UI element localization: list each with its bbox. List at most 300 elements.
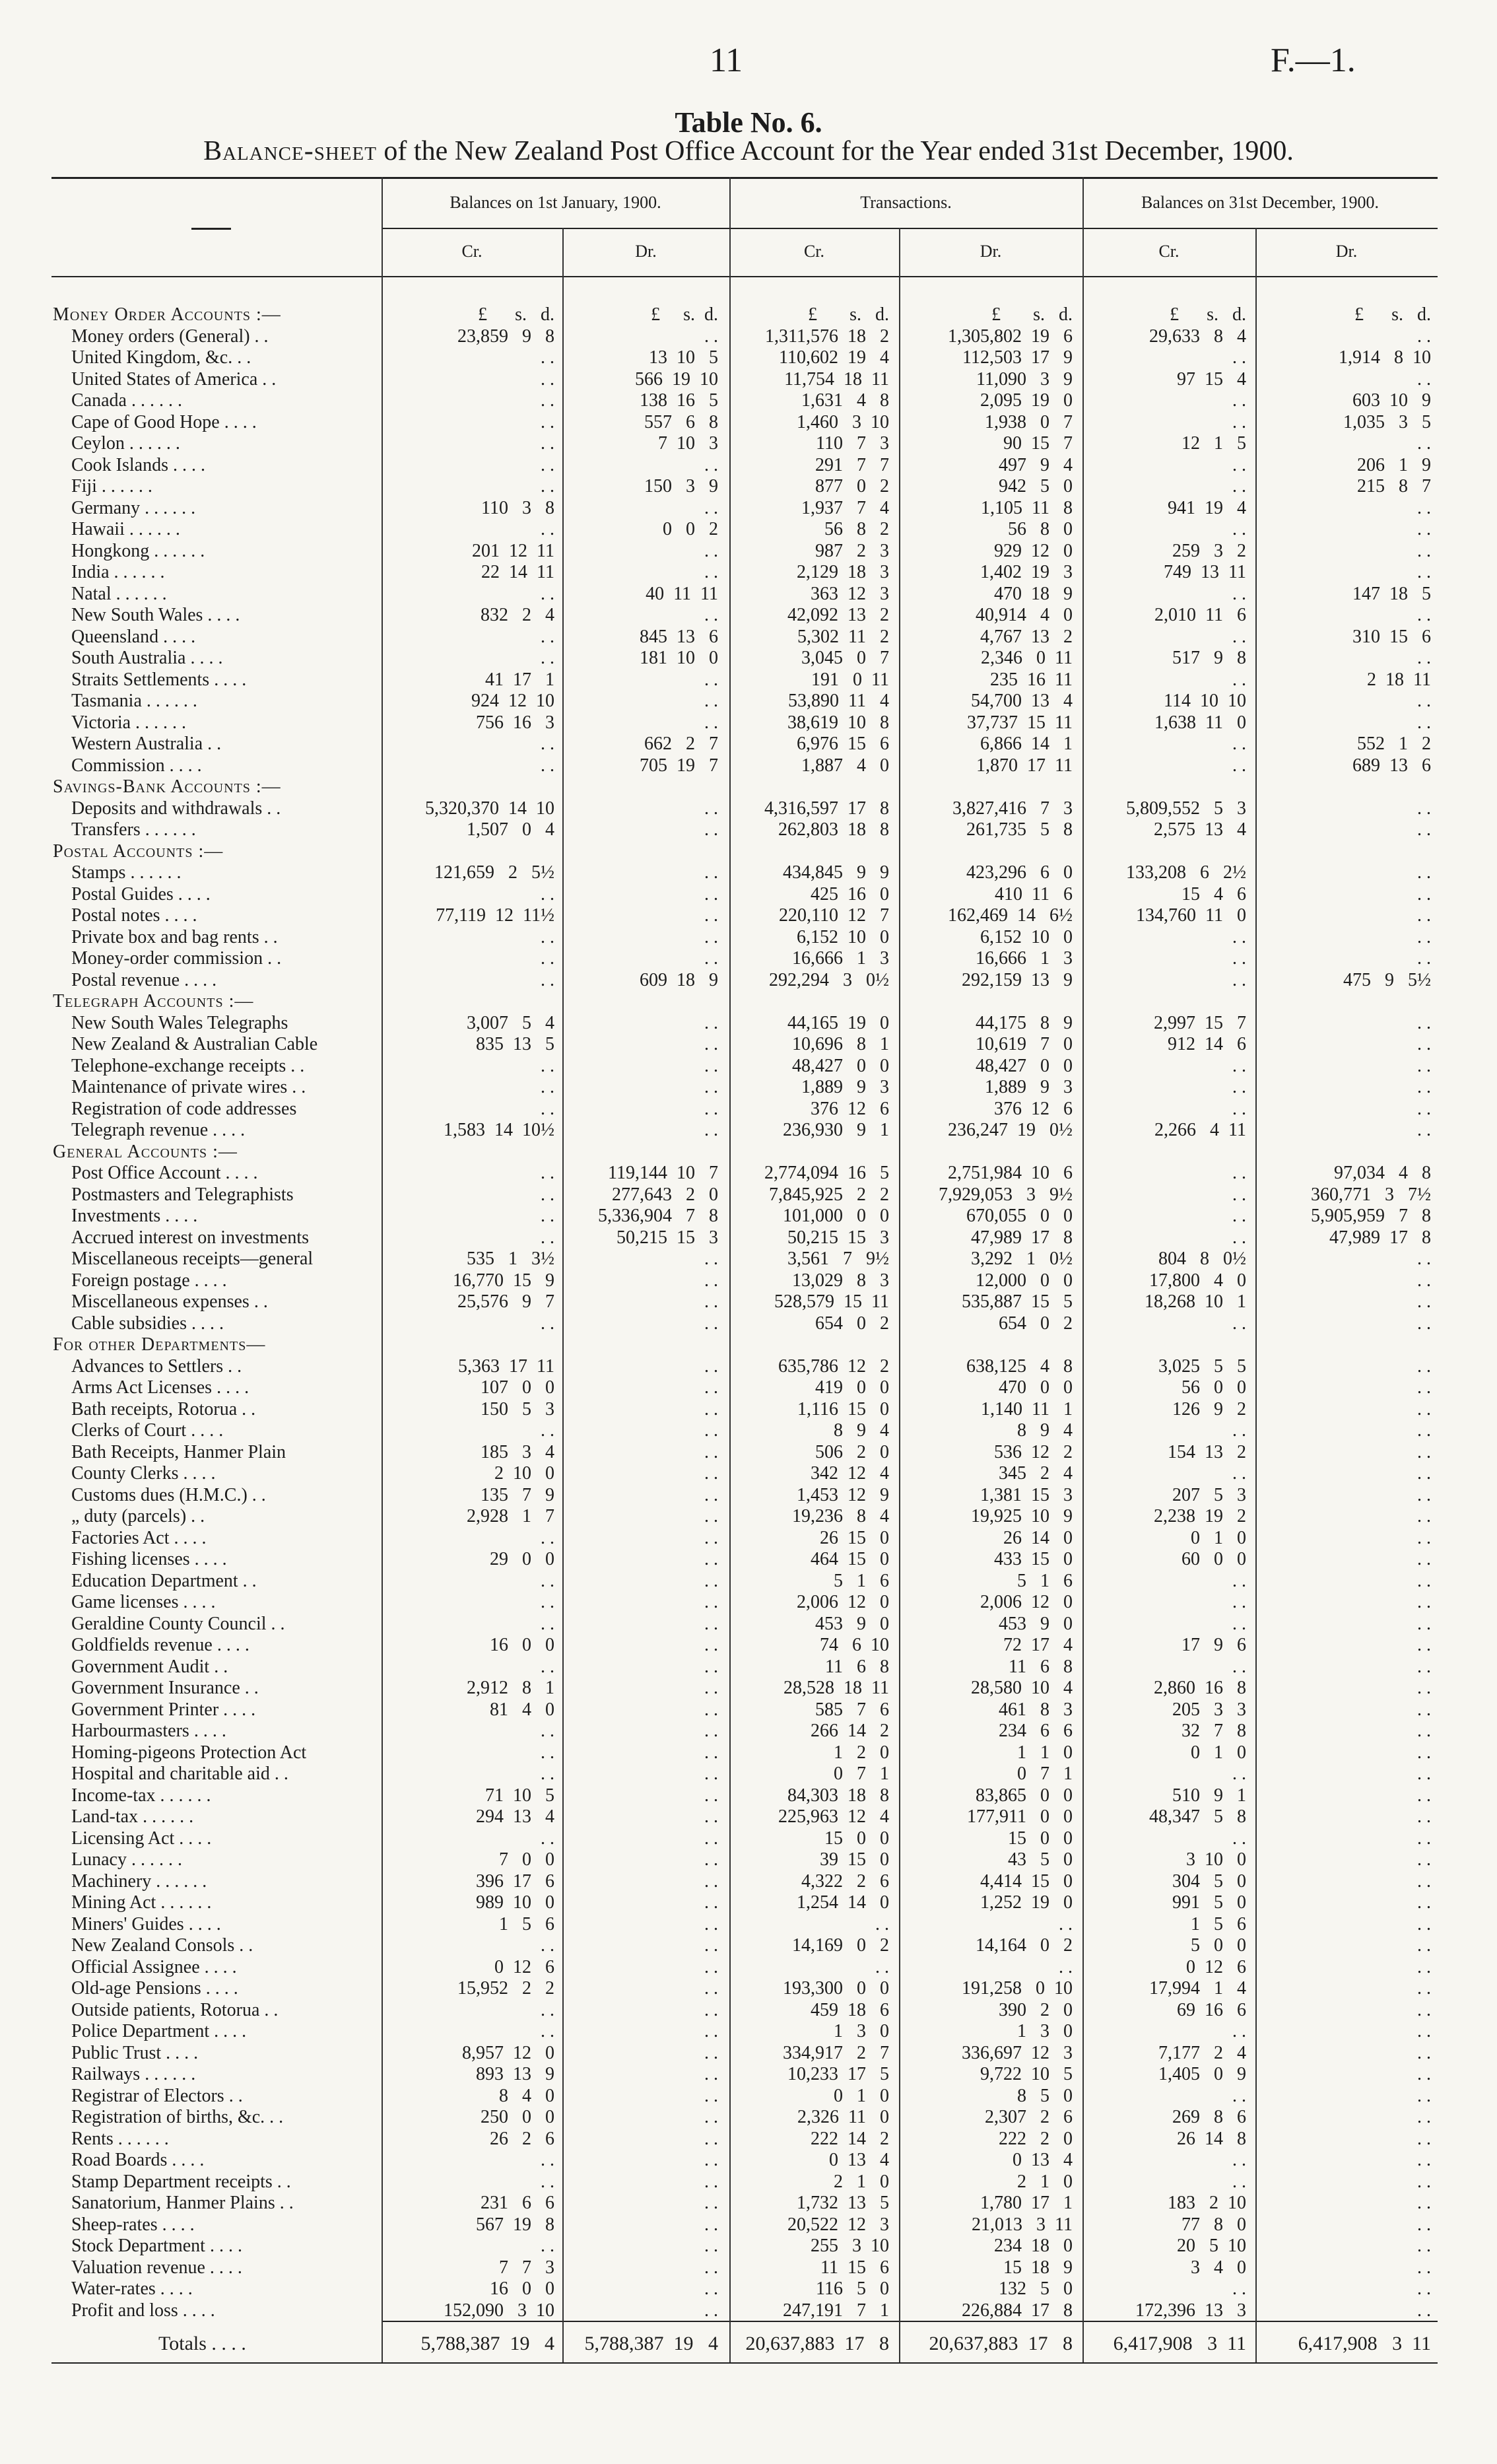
cell-open-dr: 609 18 9 — [640, 969, 718, 990]
account-label: Queensland . . . . — [71, 626, 196, 647]
cell-close-dr: . . — [1417, 1377, 1431, 1398]
table-row — [0, 1249, 1497, 1270]
cell-close-dr: 215 8 7 — [1357, 476, 1431, 496]
cell-close-dr: . . — [1417, 1699, 1431, 1720]
cell-open-dr: . . — [704, 2193, 718, 2213]
cell-trans-dr: 43 5 0 — [1008, 1849, 1073, 1870]
cell-open-dr: 119,144 10 7 — [608, 1163, 718, 1183]
account-label: Straits Settlements . . . . — [71, 669, 247, 690]
section-heading-row — [0, 1334, 1497, 1356]
cell-close-cr: 3 4 0 — [1191, 2257, 1246, 2278]
cell-trans-cr: 8 9 4 — [834, 1420, 889, 1441]
table-row — [0, 2278, 1497, 2300]
cell-open-cr: . . — [541, 368, 554, 390]
cell-open-cr: 77,119 12 11½ — [436, 905, 554, 926]
cell-trans-cr: 220,110 12 7 — [779, 905, 889, 926]
cell-close-cr: 26 14 8 — [1177, 2128, 1246, 2149]
cell-trans-dr: 2,095 19 0 — [980, 390, 1073, 411]
cell-close-dr: . . — [1417, 1785, 1431, 1806]
cell-trans-cr: 7,845,925 2 2 — [769, 1184, 889, 1205]
account-label: Tasmania . . . . . . — [71, 691, 197, 711]
cell-open-dr: . . — [704, 1527, 718, 1548]
cell-close-cr: 17,994 1 4 — [1149, 1978, 1246, 1999]
cell-close-cr: 0 1 0 — [1191, 1742, 1246, 1763]
table-row — [0, 1785, 1497, 1807]
cell-close-cr: 2,238 19 2 — [1154, 1506, 1246, 1526]
cell-trans-dr: 536 12 2 — [994, 1441, 1073, 1462]
cell-trans-dr: 10,619 7 0 — [976, 1034, 1073, 1054]
account-label: Maintenance of private wires . . — [71, 1077, 306, 1097]
account-label: Accrued interest on investments — [71, 1227, 310, 1248]
cell-trans-cr: 191 0 11 — [811, 669, 889, 690]
cell-trans-cr: 425 16 0 — [811, 883, 889, 905]
cell-close-dr: . . — [1417, 1870, 1431, 1892]
cell-trans-dr: 28,580 10 4 — [971, 1678, 1073, 1698]
cell-trans-cr: 255 3 10 — [811, 2236, 889, 2256]
account-label: India . . . . . . — [71, 562, 165, 582]
table-row — [0, 648, 1497, 669]
cell-trans-dr: 47,989 17 8 — [971, 1227, 1073, 1248]
table-row — [0, 755, 1497, 777]
cell-trans-dr: 3,827,416 7 3 — [952, 798, 1073, 819]
cell-open-dr: 845 13 6 — [640, 626, 718, 647]
account-label: Telegraph revenue . . . . — [71, 1120, 246, 1140]
cell-close-dr: 2 18 11 — [1367, 669, 1431, 690]
cell-close-cr: . . — [1232, 1055, 1246, 1076]
cell-trans-dr: 470 0 0 — [999, 1377, 1073, 1398]
cell-close-cr: . . — [1232, 390, 1246, 411]
cell-open-cr: 22 14 11 — [481, 562, 554, 582]
cell-trans-cr: 19,236 8 4 — [792, 1506, 889, 1526]
cell-trans-cr: 11 15 6 — [820, 2257, 889, 2278]
cell-close-dr: . . — [1417, 368, 1431, 390]
cell-open-cr: . . — [541, 1742, 554, 1763]
cell-trans-cr: 2,129 18 3 — [797, 562, 889, 582]
cell-trans-dr: 1 3 0 — [1017, 2021, 1073, 2041]
cell-trans-cr: 3,045 0 7 — [801, 648, 889, 668]
cell-open-dr: 5,336,904 7 8 — [598, 1206, 718, 1226]
cell-close-cr: 18,268 10 1 — [1145, 1291, 1246, 1312]
table-row — [0, 2064, 1497, 2086]
table-subtitle — [0, 135, 1497, 167]
cell-trans-cr: 222 14 2 — [811, 2128, 889, 2149]
cell-open-cr: . . — [541, 948, 554, 969]
cell-trans-dr: 56 8 0 — [1008, 519, 1073, 539]
cell-close-dr: . . — [1417, 1098, 1431, 1119]
cell-open-dr: . . — [704, 1291, 718, 1312]
cell-open-cr: 567 19 8 — [476, 2214, 554, 2235]
cell-close-cr: 991 5 0 — [1172, 1892, 1246, 1913]
cell-close-dr: . . — [1417, 926, 1431, 947]
subtitle-small-caps: Balance-sheet — [203, 136, 377, 166]
cell-close-cr: 941 19 4 — [1168, 497, 1246, 518]
cell-open-cr: 835 13 5 — [476, 1034, 554, 1054]
account-label: Sanatorium, Hanmer Plains . . — [71, 2193, 294, 2213]
cell-close-cr: . . — [1232, 1592, 1246, 1612]
cell-open-cr: . . — [541, 1077, 554, 1097]
cell-close-cr: . . — [1232, 1227, 1246, 1248]
cell-trans-dr: 37,737 15 11 — [967, 712, 1073, 733]
cell-trans-dr: 942 5 0 — [999, 476, 1073, 496]
cell-open-cr: . . — [541, 734, 554, 754]
cell-close-cr: 1,638 11 0 — [1154, 712, 1246, 733]
cell-trans-dr: 497 9 4 — [999, 454, 1073, 475]
cell-trans-dr: 222 2 0 — [999, 2128, 1073, 2149]
cell-trans-cr: 84,303 18 8 — [787, 1785, 889, 1806]
cell-trans-dr: 235 16 11 — [990, 669, 1073, 690]
table-row — [0, 948, 1497, 970]
table-row — [0, 326, 1497, 348]
table-row — [0, 1657, 1497, 1678]
cell-close-cr: 3 10 0 — [1186, 1849, 1246, 1870]
cell-trans-dr: 6,152 10 0 — [980, 926, 1073, 947]
cell-close-dr: . . — [1417, 1570, 1431, 1591]
account-label: Game licenses . . . . — [71, 1592, 216, 1612]
cell-close-cr: . . — [1232, 583, 1246, 604]
account-label: Fiji . . . . . . — [71, 476, 152, 496]
cell-close-dr: . . — [1417, 2257, 1431, 2278]
table-row — [0, 1420, 1497, 1442]
col-trans-cr: Cr. — [803, 242, 825, 261]
cell-trans-dr: 1,889 9 3 — [985, 1077, 1073, 1097]
table-row — [0, 1549, 1497, 1571]
cell-close-cr: 172,396 13 3 — [1135, 2300, 1246, 2321]
cell-close-cr: 15 4 6 — [1181, 883, 1246, 905]
cell-open-dr: . . — [704, 1313, 718, 1334]
cell-close-cr: . . — [1232, 476, 1246, 496]
account-label: New South Wales Telegraphs — [71, 1012, 288, 1033]
cell-open-dr: 40 11 11 — [646, 583, 718, 604]
col-trans-dr: Dr. — [980, 242, 1002, 261]
account-label: Hawaii . . . . . . — [71, 519, 180, 539]
cell-close-cr: . . — [1232, 926, 1246, 947]
cell-open-cr: 7 7 3 — [499, 2257, 554, 2278]
cell-open-dr: 181 10 0 — [640, 648, 718, 668]
cell-close-cr: . . — [1232, 1163, 1246, 1183]
cell-close-dr: . . — [1417, 433, 1431, 454]
cell-trans-dr: 2,307 2 6 — [985, 2107, 1073, 2127]
cell-close-cr: 97 15 4 — [1177, 368, 1246, 390]
cell-trans-cr: 262,803 18 8 — [778, 819, 889, 840]
cell-trans-dr: 2 1 0 — [1017, 2171, 1073, 2192]
cell-open-dr: . . — [704, 1249, 718, 1269]
cell-trans-cr: 1 3 0 — [834, 2021, 889, 2041]
cell-open-cr: 23,859 9 8 — [457, 325, 554, 347]
cell-trans-cr: 38,619 10 8 — [787, 712, 889, 733]
table-row — [0, 1077, 1497, 1099]
cell-close-cr: 56 0 0 — [1181, 1377, 1246, 1398]
cell-close-dr: £ s. d. — [1354, 304, 1431, 325]
cell-open-dr: . . — [704, 1463, 718, 1484]
cell-trans-dr: 83,865 0 0 — [976, 1785, 1073, 1806]
cell-close-dr: . . — [1417, 1635, 1431, 1655]
cell-open-dr: . . — [704, 819, 718, 840]
cell-open-cr: . . — [541, 1098, 554, 1119]
account-label: New Zealand Consols . . — [71, 1935, 253, 1956]
cell-open-cr: 231 6 6 — [481, 2193, 554, 2213]
cell-close-cr: 69 16 6 — [1177, 1999, 1246, 2020]
cell-open-cr: . . — [541, 926, 554, 947]
cell-open-dr: . . — [704, 1913, 718, 1934]
cell-trans-cr: . . — [875, 1956, 889, 1977]
account-label: Natal . . . . . . — [71, 583, 167, 604]
cell-open-dr: . . — [704, 862, 718, 883]
cell-open-cr: . . — [541, 411, 554, 432]
cell-close-cr: . . — [1232, 411, 1246, 432]
cell-open-dr: . . — [704, 798, 718, 819]
cell-close-dr: . . — [1417, 519, 1431, 539]
cell-close-dr: . . — [1417, 1012, 1431, 1033]
cell-open-dr: 150 3 9 — [644, 476, 718, 496]
section-heading-row — [0, 991, 1497, 1013]
cell-close-cr: 7,177 2 4 — [1158, 2042, 1246, 2063]
account-label: Land-tax . . . . . . — [71, 1806, 194, 1827]
cell-close-dr: . . — [1417, 605, 1431, 625]
table-row — [0, 1270, 1497, 1292]
section-heading-row — [0, 776, 1497, 798]
table-row — [0, 347, 1497, 369]
cell-trans-cr: 16,666 1 3 — [792, 948, 889, 969]
table-row — [0, 2300, 1497, 2322]
cell-open-dr: . . — [704, 1742, 718, 1763]
cell-trans-dr: 470 18 9 — [994, 583, 1073, 604]
table-row — [0, 1935, 1497, 1957]
cell-trans-dr: 929 12 0 — [994, 540, 1073, 561]
cell-close-dr: 360,771 3 7½ — [1311, 1184, 1431, 1205]
cell-close-dr: 552 1 2 — [1357, 734, 1431, 754]
cell-open-dr: . . — [704, 1506, 718, 1526]
table-row — [0, 1871, 1497, 1893]
cell-trans-cr: 14,169 0 2 — [792, 1935, 889, 1956]
account-label: Profit and loss . . . . — [71, 2300, 215, 2321]
table-row — [0, 1206, 1497, 1227]
account-label: New South Wales . . . . — [71, 605, 240, 625]
cell-close-cr: 5 0 0 — [1191, 1935, 1246, 1956]
table-row — [0, 2236, 1497, 2257]
table-row — [0, 541, 1497, 563]
account-label: Stamps . . . . . . — [71, 862, 182, 883]
account-label: Railways . . . . . . — [71, 2064, 196, 2084]
table-row — [0, 605, 1497, 627]
cell-close-dr: . . — [1417, 1463, 1431, 1484]
cell-open-dr: . . — [704, 1828, 718, 1849]
cell-open-cr: . . — [541, 626, 554, 647]
cell-close-cr: . . — [1232, 1613, 1246, 1634]
cell-trans-dr: 177,911 0 0 — [967, 1806, 1073, 1827]
account-label: Goldfields revenue . . . . — [71, 1635, 249, 1655]
cell-close-dr: 603 10 9 — [1352, 390, 1431, 411]
cell-open-cr: 81 4 0 — [490, 1699, 554, 1720]
cell-close-dr: . . — [1417, 1291, 1431, 1312]
table-row — [0, 627, 1497, 648]
cell-trans-cr: 2,006 12 0 — [797, 1592, 889, 1612]
account-label: Advances to Settlers . . — [71, 1355, 242, 1377]
section-heading: Savings-Bank Accounts :— — [53, 776, 281, 797]
account-label: United Kingdom, &c. . . — [71, 347, 251, 368]
cell-open-dr: . . — [704, 454, 718, 475]
cell-open-cr: 107 0 0 — [481, 1377, 554, 1398]
account-label: Cable subsidies . . . . — [71, 1313, 224, 1334]
header-mid-rule — [382, 228, 1438, 229]
cell-close-cr: . . — [1232, 2171, 1246, 2192]
table-row — [0, 1399, 1497, 1421]
cell-close-dr: . . — [1417, 2085, 1431, 2106]
cell-open-dr: . . — [704, 1570, 718, 1591]
cell-trans-dr: 26 14 0 — [1003, 1527, 1073, 1548]
cell-trans-dr: £ s. d. — [991, 304, 1073, 325]
cell-open-dr: . . — [704, 1999, 718, 2020]
cell-open-dr: . . — [704, 1441, 718, 1462]
cell-close-dr: . . — [1417, 1077, 1431, 1097]
cell-trans-cr: 334,917 2 7 — [783, 2042, 889, 2063]
account-label: County Clerks . . . . — [71, 1463, 216, 1484]
cell-open-cr: 924 12 10 — [471, 691, 554, 711]
account-label: Customs dues (H.M.C.) . . — [71, 1484, 266, 1505]
cell-close-dr: . . — [1417, 562, 1431, 582]
table-row — [0, 1184, 1497, 1206]
cell-trans-dr: 6,866 14 1 — [980, 734, 1073, 754]
table-row — [0, 519, 1497, 541]
account-label: Registrar of Electors . . — [71, 2085, 243, 2106]
cell-close-cr: . . — [1232, 2150, 1246, 2170]
cell-open-cr: . . — [541, 1656, 554, 1677]
cell-open-cr: . . — [541, 1163, 554, 1183]
total-close-cr: 6,417,908 3 11 — [1113, 2333, 1246, 2354]
cell-close-cr: . . — [1232, 948, 1246, 969]
cell-trans-cr: 1 2 0 — [834, 1742, 889, 1763]
header-transactions: Transactions. — [860, 193, 952, 212]
cell-close-cr: . . — [1232, 1313, 1246, 1334]
table-row — [0, 2172, 1497, 2193]
cell-trans-cr: 459 18 6 — [811, 1999, 889, 2020]
account-label: Public Trust . . . . — [71, 2042, 199, 2063]
cell-trans-dr: 261,735 5 8 — [966, 819, 1073, 840]
cell-trans-dr: 423,296 6 0 — [966, 862, 1073, 883]
cell-open-cr: 201 12 11 — [472, 540, 554, 561]
cell-trans-dr: 410 11 6 — [995, 883, 1073, 905]
table-row — [0, 2086, 1497, 2107]
account-label: Mining Act . . . . . . — [71, 1892, 212, 1913]
cell-open-dr: . . — [704, 2171, 718, 2192]
cell-trans-dr: 0 7 1 — [1017, 1763, 1073, 1784]
cell-close-dr: . . — [1417, 325, 1431, 347]
cell-trans-dr: 2,751,984 10 6 — [948, 1163, 1073, 1183]
account-label: Private box and bag rents . . — [71, 926, 278, 947]
cell-open-cr: . . — [541, 1999, 554, 2020]
cell-close-dr: . . — [1417, 2214, 1431, 2235]
cell-close-cr: . . — [1232, 1184, 1246, 1205]
cell-close-dr: . . — [1417, 2042, 1431, 2063]
cell-open-dr: . . — [704, 1849, 718, 1870]
cell-open-dr: . . — [704, 1870, 718, 1892]
cell-trans-cr: 1,453 12 9 — [797, 1484, 889, 1505]
section-heading: Money Order Accounts :— — [53, 304, 281, 325]
cell-trans-dr: 654 0 2 — [999, 1313, 1073, 1334]
header-bottom-rule — [51, 276, 1438, 277]
account-label: „ duty (parcels) . . — [71, 1506, 205, 1526]
cell-close-dr: . . — [1417, 1742, 1431, 1763]
cell-trans-cr: 1,937 7 4 — [801, 497, 889, 518]
cell-trans-dr: 390 2 0 — [999, 1999, 1073, 2020]
account-label: Government Insurance . . — [71, 1678, 259, 1698]
table-row — [0, 455, 1497, 477]
account-label: Geraldine County Council . . — [71, 1613, 285, 1634]
cell-close-cr: . . — [1232, 454, 1246, 475]
table-row — [0, 1356, 1497, 1378]
cell-close-cr: . . — [1232, 2278, 1246, 2299]
cell-close-cr: 2,997 15 7 — [1154, 1012, 1246, 1033]
section-heading-row — [0, 1142, 1497, 1163]
account-label: Miscellaneous receipts—general — [71, 1249, 314, 1269]
cell-trans-dr: 2,346 0 11 — [981, 648, 1073, 668]
account-label: Deposits and withdrawals . . — [71, 798, 281, 819]
cell-close-dr: 475 9 5½ — [1343, 969, 1431, 990]
cell-close-dr: . . — [1417, 1249, 1431, 1269]
cell-trans-dr: 15 18 9 — [1003, 2257, 1073, 2278]
cell-trans-cr: 193,300 0 0 — [783, 1978, 889, 1999]
cell-open-dr: 277,643 2 0 — [612, 1184, 718, 1205]
table-row — [0, 734, 1497, 755]
account-label: Transfers . . . . . . — [71, 819, 196, 840]
cell-open-cr: . . — [541, 1828, 554, 1849]
account-label: Western Australia . . — [71, 734, 222, 754]
cell-open-dr: . . — [704, 2064, 718, 2084]
table-row — [0, 1849, 1497, 1871]
cell-close-dr: 310 15 6 — [1352, 626, 1431, 647]
cell-close-cr: . . — [1232, 755, 1246, 776]
cell-close-cr: . . — [1232, 669, 1246, 690]
cell-close-dr: . . — [1417, 2128, 1431, 2149]
cell-trans-cr: 1,116 15 0 — [797, 1398, 889, 1420]
subtitle-text: of the New Zealand Post Office Account for the Year ended 31st December, 1900. — [383, 136, 1294, 166]
cell-trans-cr: 0 1 0 — [834, 2085, 889, 2106]
cell-open-cr: 5,363 17 11 — [458, 1355, 554, 1377]
table-row — [0, 433, 1497, 455]
cell-open-cr: 25,576 9 7 — [457, 1291, 554, 1312]
cell-trans-dr: 1,938 0 7 — [985, 411, 1073, 432]
cell-open-cr: 7 0 0 — [499, 1849, 554, 1870]
cell-open-cr: 1 5 6 — [499, 1913, 554, 1934]
table-row — [0, 798, 1497, 820]
cell-close-cr: 20 5 10 — [1177, 2236, 1246, 2256]
cell-close-dr: . . — [1417, 1678, 1431, 1698]
cell-open-dr: 705 19 7 — [640, 755, 718, 776]
cell-trans-cr: . . — [875, 1913, 889, 1934]
table-row — [0, 562, 1497, 584]
cell-trans-cr: 116 5 0 — [816, 2278, 889, 2299]
cell-close-dr: . . — [1417, 1441, 1431, 1462]
cell-trans-dr: 54,700 13 4 — [971, 691, 1073, 711]
cell-close-cr: . . — [1232, 519, 1246, 539]
section-heading-row — [0, 841, 1497, 863]
table-row — [0, 1528, 1497, 1550]
cell-open-cr: . . — [541, 1721, 554, 1741]
cell-trans-cr: 585 7 6 — [815, 1699, 889, 1720]
cell-trans-cr: 453 9 0 — [815, 1613, 889, 1634]
cell-close-dr: 206 1 9 — [1357, 454, 1431, 475]
cell-open-dr: 0 0 2 — [663, 519, 718, 539]
cell-close-dr: . . — [1417, 1956, 1431, 1977]
cell-open-cr: 26 2 6 — [490, 2128, 554, 2149]
cell-trans-cr: 110,602 19 4 — [779, 347, 889, 368]
ledger-rows — [0, 304, 1497, 2321]
cell-open-cr: 5,320,370 14 10 — [425, 798, 554, 819]
cell-open-dr: 662 2 7 — [644, 734, 718, 754]
cell-close-cr: 154 13 2 — [1168, 1441, 1246, 1462]
cell-open-dr: . . — [704, 325, 718, 347]
cell-open-cr: . . — [541, 883, 554, 905]
cell-trans-cr: 225,963 12 4 — [778, 1806, 889, 1827]
